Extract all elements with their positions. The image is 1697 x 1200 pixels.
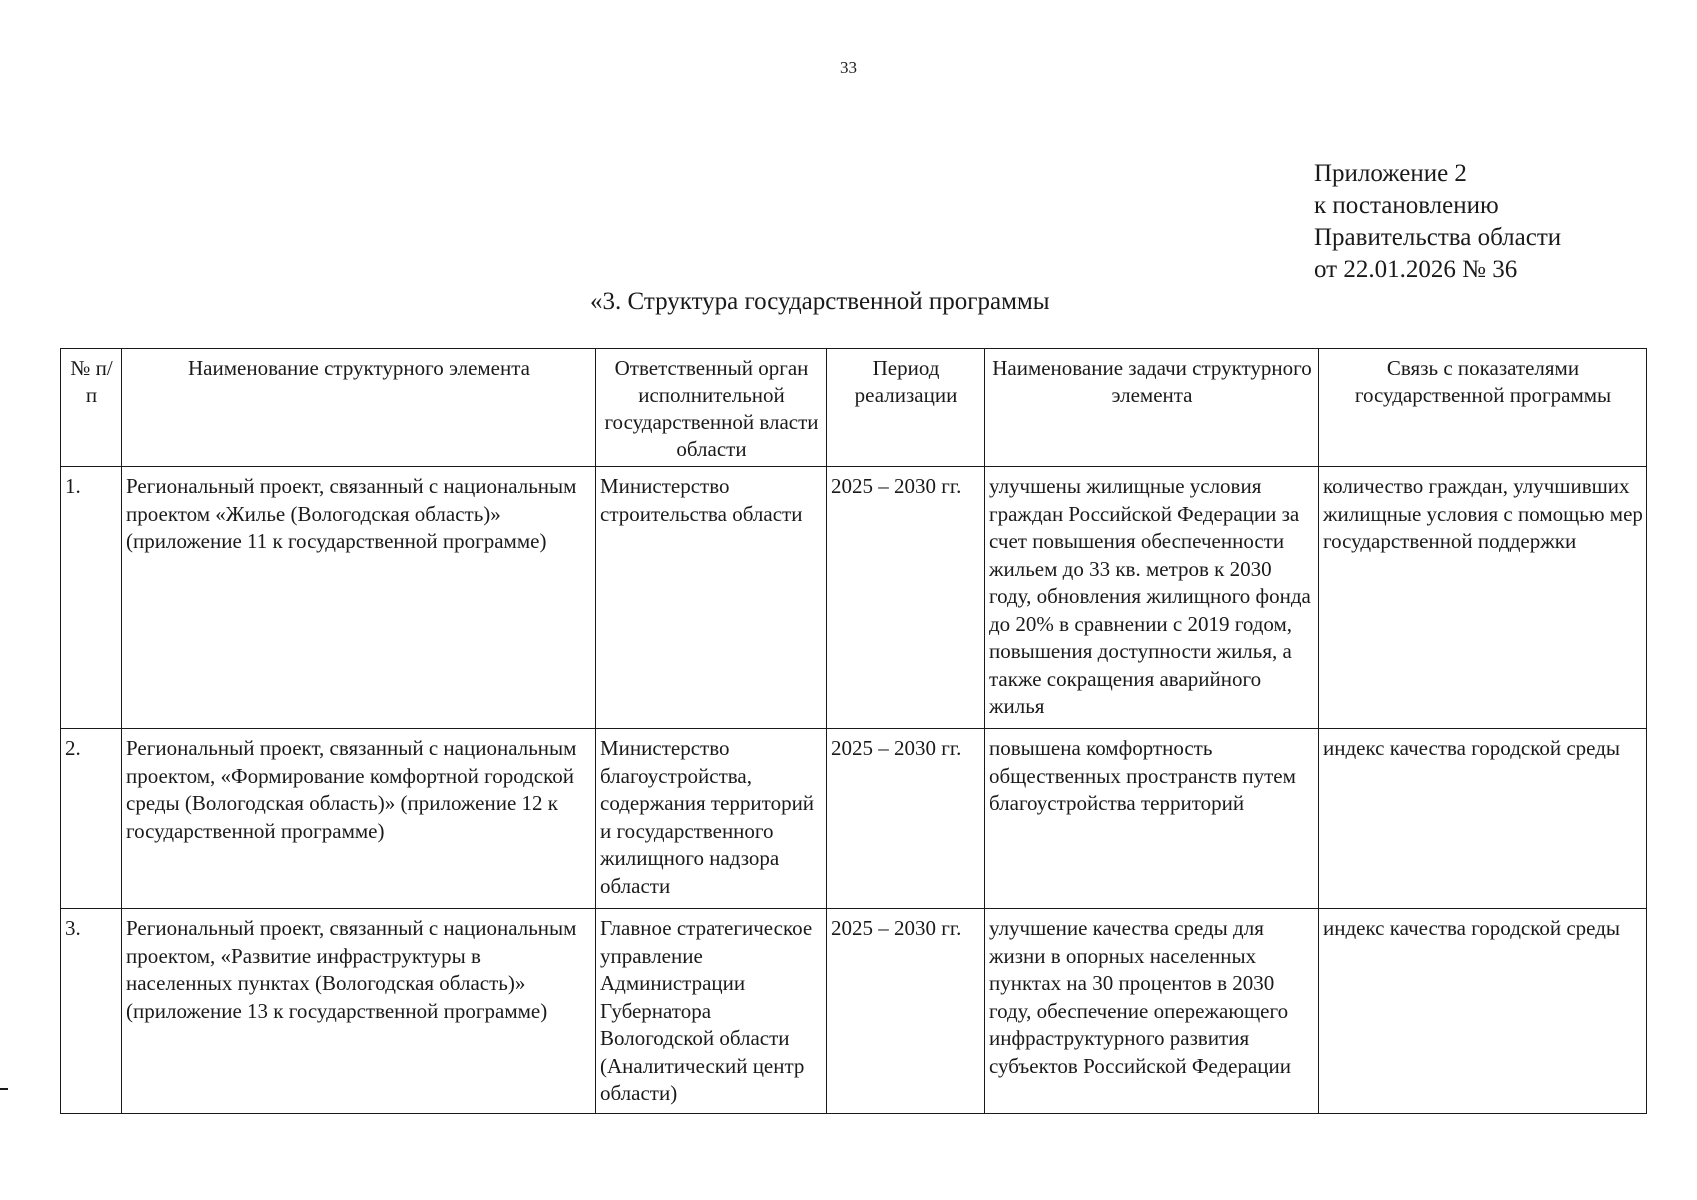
appendix-line: от 22.01.2026 № 36	[1314, 256, 1518, 283]
header-element: Наименование структурного элемента	[122, 349, 596, 467]
cell-number: 2.	[61, 729, 122, 909]
cell-period: 2025 – 2030 гг.	[827, 729, 985, 909]
cell-indicator: индекс качества городской среды	[1319, 729, 1647, 909]
cell-period: 2025 – 2030 гг.	[827, 909, 985, 1114]
appendix-line: Правительства области	[1314, 224, 1562, 251]
cell-indicator: индекс качества городской среды	[1319, 909, 1647, 1114]
cell-authority: Министерство строительства области	[596, 467, 827, 729]
header-period: Период реализации	[827, 349, 985, 467]
cell-number: 1.	[61, 467, 122, 729]
cell-task: повышена комфортность общественных пространств путем благоустройства территорий	[985, 729, 1319, 909]
appendix-line: Приложение 2	[1314, 160, 1467, 187]
page-number: 33	[840, 58, 857, 77]
cell-element: Региональный проект, связанный с национальным проектом «Жилье (Вологодская область)» (приложение 11 к государственной программе)	[122, 467, 596, 729]
table-row	[61, 467, 1647, 729]
table-row	[61, 909, 1647, 1114]
cell-indicator: количество граждан, улучшивших жилищные условия с помощью мер государственной поддержки	[1319, 467, 1647, 729]
cell-period: 2025 – 2030 гг.	[827, 467, 985, 729]
margin-mark	[0, 1088, 8, 1090]
structure-table	[60, 348, 1647, 1114]
table-header-row	[61, 349, 1647, 467]
cell-authority: Главное стратегическое управление Администрации Губернатора Вологодской области (Аналитический центр области)	[596, 909, 827, 1114]
cell-task: улучшены жилищные условия граждан Российской Федерации за счет повышения обеспеченности жильем до 33 кв. метров к 2030 году, обновления жилищного фонда до 20% в сравнении с 2019 годом, повышения доступности жилья, а также сокращения аварийного жилья	[985, 467, 1319, 729]
cell-element: Региональный проект, связанный с национальным проектом, «Формирование комфортной городской среды (Вологодская область)» (приложение 12 к государственной программе)	[122, 729, 596, 909]
cell-task: улучшение качества среды для жизни в опорных населенных пунктах на 30 процентов в 2030 году, обеспечение опережающего инфраструктурного развития субъектов Российской Федерации	[985, 909, 1319, 1114]
appendix-line: к постановлению	[1314, 192, 1499, 219]
cell-element: Региональный проект, связанный с национальным проектом, «Развитие инфраструктуры в населенных пунктах (Вологодская область)» (приложение 13 к государственной программе)	[122, 909, 596, 1114]
appendix-block	[1314, 158, 1561, 286]
section-title: «3. Структура государственной программы	[590, 288, 1050, 315]
header-task: Наименование задачи структурного элемента	[985, 349, 1319, 467]
header-indicator: Связь с показателями государственной программы	[1319, 349, 1647, 467]
header-authority: Ответственный орган исполнительной государственной власти области	[596, 349, 827, 467]
header-number: № п/п	[61, 349, 122, 467]
cell-number: 3.	[61, 909, 122, 1114]
cell-authority: Министерство благоустройства, содержания территорий и государственного жилищного надзора области	[596, 729, 827, 909]
table-row	[61, 729, 1647, 909]
